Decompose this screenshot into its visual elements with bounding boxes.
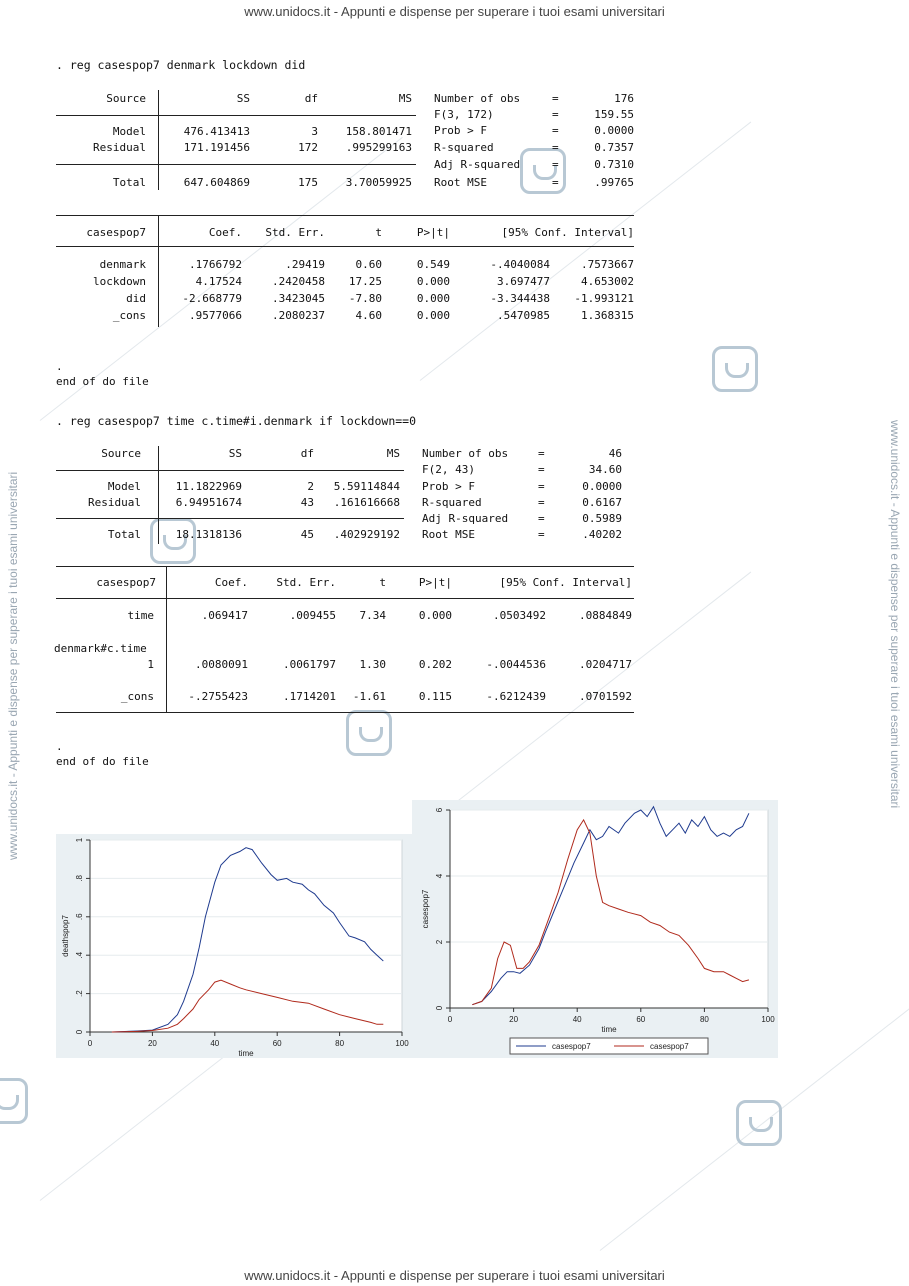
reg1-anova-ms: .995299163 bbox=[345, 141, 412, 154]
x-tick-label: 80 bbox=[335, 1039, 345, 1048]
coef-row-value: 0.60 bbox=[355, 258, 382, 271]
watermark-top-text: www.unidocs.it - Appunti e dispense per superare i tuoi esami universitari bbox=[244, 4, 665, 19]
reg2-stat-eq: = bbox=[538, 496, 545, 509]
coef-row-value: .0884849 bbox=[579, 609, 632, 622]
unidocs-logo-icon bbox=[346, 710, 392, 756]
reg2-coef-header-p: P>|t| bbox=[418, 576, 452, 589]
watermark-bottom-text: www.unidocs.it - Appunti e dispense per superare i tuoi esami universitari bbox=[244, 1268, 665, 1283]
coef-row-value: .0503492 bbox=[493, 609, 546, 622]
reg2-coef-header-ci: [95% Conf. Interval] bbox=[499, 576, 632, 589]
coef-row-variable: lockdown bbox=[93, 275, 146, 288]
coef-row-value: -1.993121 bbox=[574, 292, 634, 305]
reg1-coef-rule-top bbox=[56, 215, 634, 216]
reg1-coef-header-ci: [95% Conf. Interval] bbox=[501, 226, 634, 239]
reg1-stat-eq: = bbox=[552, 141, 559, 154]
reg1-stat-label: F(3, 172) bbox=[434, 108, 494, 121]
coef-row-variable: 1 bbox=[147, 658, 154, 671]
legend-label: casespop7 bbox=[650, 1042, 689, 1051]
x-tick-label: 80 bbox=[699, 1015, 709, 1024]
reg2-stat-value: .40202 bbox=[582, 528, 622, 541]
x-axis-label: time bbox=[601, 1025, 617, 1034]
reg1-anova-header-ss: SS bbox=[236, 92, 250, 105]
reg2-stat-eq: = bbox=[538, 512, 545, 525]
coef-row-value: .3423045 bbox=[272, 292, 325, 305]
coef-row-value: .0701592 bbox=[579, 690, 632, 703]
reg1-stat-value: 0.0000 bbox=[594, 124, 634, 137]
reg1-anova-ss: 476.413413 bbox=[183, 125, 250, 138]
x-tick-label: 40 bbox=[572, 1015, 582, 1024]
y-tick-label: .4 bbox=[75, 951, 84, 959]
coef-row-variable: denmark bbox=[99, 258, 146, 271]
reg2-command: . reg casespop7 time c.time#i.denmark if lockdown==0 bbox=[56, 414, 417, 428]
y-tick-label: 4 bbox=[435, 873, 444, 879]
reg2-stat-value: 0.6167 bbox=[582, 496, 622, 509]
reg2-stat-label: R-squared bbox=[422, 496, 482, 509]
reg1-anova-ss: 647.604869 bbox=[183, 176, 250, 189]
x-tick-label: 100 bbox=[761, 1015, 775, 1024]
coef-row-value: 0.000 bbox=[416, 292, 450, 305]
coef-row-value: -2.668779 bbox=[182, 292, 242, 305]
reg2-stat-label: Root MSE bbox=[422, 528, 475, 541]
unidocs-logo-icon bbox=[0, 1078, 28, 1124]
coef-row-value: .5470985 bbox=[497, 309, 550, 322]
reg1-dot: . bbox=[56, 360, 63, 373]
reg2-anova-header-df: df bbox=[300, 447, 314, 460]
reg1-anova-ms: 3.70059925 bbox=[345, 176, 412, 189]
x-tick-label: 20 bbox=[147, 1039, 157, 1048]
reg2-anova-header-ms: MS bbox=[386, 447, 400, 460]
reg2-anova-source: Residual bbox=[88, 496, 141, 509]
x-axis-label: time bbox=[238, 1049, 254, 1058]
coef-row-value: -.0044536 bbox=[486, 658, 546, 671]
reg1-stat-eq: = bbox=[552, 176, 559, 189]
coef-row-value: 7.34 bbox=[359, 609, 386, 622]
coef-row-value: .0061797 bbox=[283, 658, 336, 671]
reg2-anova-header-ss: SS bbox=[228, 447, 242, 460]
coef-row-value: 0.115 bbox=[418, 690, 452, 703]
reg2-stat-eq: = bbox=[538, 447, 545, 460]
reg2-anova-rule-top bbox=[56, 470, 404, 471]
x-tick-label: 20 bbox=[509, 1015, 519, 1024]
reg1-coef-header-coef: Coef. bbox=[208, 226, 242, 239]
reg1-anova-ss: 171.191456 bbox=[183, 141, 250, 154]
x-tick-label: 60 bbox=[272, 1039, 282, 1048]
coef-row-value: 4.60 bbox=[355, 309, 382, 322]
reg1-stat-label: Prob > F bbox=[434, 124, 487, 137]
plot-area bbox=[90, 840, 402, 1032]
reg1-stat-eq: = bbox=[552, 158, 559, 171]
coef-row-value: -1.61 bbox=[352, 690, 386, 703]
coef-row-variable: denmark#c.time bbox=[54, 642, 147, 655]
coef-row-value: -7.80 bbox=[348, 292, 382, 305]
y-tick-label: .8 bbox=[75, 875, 84, 882]
reg1-anova-source: Model bbox=[112, 125, 146, 138]
coef-row-value: 17.25 bbox=[348, 275, 382, 288]
reg1-anova-ms: 158.801471 bbox=[345, 125, 412, 138]
y-tick-label: .2 bbox=[75, 990, 84, 997]
reg2-stat-label: Number of obs bbox=[422, 447, 509, 460]
reg2-coef-rule-head bbox=[56, 598, 634, 599]
coef-row-variable: did bbox=[126, 292, 146, 305]
reg2-coef-rule-bottom bbox=[56, 712, 634, 713]
reg2-stat-eq: = bbox=[538, 480, 545, 493]
reg1-anova-divider bbox=[158, 90, 159, 190]
coef-row-value: .009455 bbox=[289, 609, 336, 622]
reg1-anova-source: Total bbox=[112, 176, 146, 189]
reg2-stat-value: 46 bbox=[608, 447, 622, 460]
reg2-coef-rule-top bbox=[56, 566, 634, 567]
reg2-anova-source: Total bbox=[107, 528, 141, 541]
coef-row-value: 4.17524 bbox=[195, 275, 242, 288]
coef-row-value: .9577066 bbox=[189, 309, 242, 322]
y-tick-label: 0 bbox=[75, 1029, 84, 1035]
reg1-anova-rule-top bbox=[56, 115, 416, 116]
y-tick-label: 1 bbox=[75, 837, 84, 843]
reg2-anova-ms: 5.59114844 bbox=[333, 480, 400, 493]
x-tick-label: 0 bbox=[447, 1015, 453, 1024]
legend-label: casespop7 bbox=[552, 1042, 591, 1051]
reg1-command: . reg casespop7 denmark lockdown did bbox=[56, 58, 306, 72]
unidocs-logo-icon bbox=[712, 346, 758, 392]
reg2-coef-divider bbox=[166, 566, 167, 712]
reg1-stat-eq: = bbox=[552, 124, 559, 137]
coef-row-value: 3.697477 bbox=[497, 275, 550, 288]
reg2-anova-ss: 6.94951674 bbox=[175, 496, 242, 509]
reg1-anova-df: 3 bbox=[311, 125, 318, 138]
reg2-coef-header-t: t bbox=[379, 576, 386, 589]
reg2-stat-value: 0.0000 bbox=[582, 480, 622, 493]
reg2-anova-source: Model bbox=[107, 480, 141, 493]
deathspop7-chart bbox=[56, 834, 412, 1058]
reg1-end-text: end of do file bbox=[56, 375, 149, 388]
reg2-stat-eq: = bbox=[538, 463, 545, 476]
reg1-stat-label: R-squared bbox=[434, 141, 494, 154]
reg2-anova-ss: 18.1318136 bbox=[175, 528, 242, 541]
reg1-coef-header-var: casespop7 bbox=[86, 226, 146, 239]
reg1-stat-label: Root MSE bbox=[434, 176, 487, 189]
reg1-anova-header-ms: MS bbox=[398, 92, 412, 105]
coef-row-value: 0.202 bbox=[418, 658, 452, 671]
y-axis-label: deathspop7 bbox=[61, 915, 70, 957]
coef-row-value: .2080237 bbox=[272, 309, 325, 322]
reg2-coef-header-var: casespop7 bbox=[96, 576, 156, 589]
reg2-anova-ms: .402929192 bbox=[333, 528, 400, 541]
unidocs-logo-icon bbox=[520, 148, 566, 194]
reg1-stat-value: .99765 bbox=[594, 176, 634, 189]
reg1-stat-value: 176 bbox=[614, 92, 634, 105]
reg1-coef-rule-head bbox=[56, 246, 634, 247]
reg1-stat-value: 159.55 bbox=[594, 108, 634, 121]
reg1-stat-label: Number of obs bbox=[434, 92, 521, 105]
reg2-coef-header-se: Std. Err. bbox=[276, 576, 336, 589]
reg2-anova-df: 43 bbox=[300, 496, 314, 509]
coef-row-value: .2420458 bbox=[272, 275, 325, 288]
coef-row-variable: time bbox=[127, 609, 154, 622]
x-tick-label: 60 bbox=[636, 1015, 646, 1024]
reg2-coef-header-coef: Coef. bbox=[214, 576, 248, 589]
coef-row-value: .1714201 bbox=[283, 690, 336, 703]
coef-row-value: -.6212439 bbox=[486, 690, 546, 703]
reg1-stat-value: 0.7357 bbox=[594, 141, 634, 154]
coef-row-value: .069417 bbox=[201, 609, 248, 622]
reg2-stat-label: Prob > F bbox=[422, 480, 475, 493]
coef-row-value: .0204717 bbox=[579, 658, 632, 671]
coef-row-value: -.4040084 bbox=[490, 258, 550, 271]
reg1-stat-eq: = bbox=[552, 108, 559, 121]
reg2-stat-value: 0.5989 bbox=[582, 512, 622, 525]
coef-row-value: 0.549 bbox=[416, 258, 450, 271]
coef-row-value: .1766792 bbox=[189, 258, 242, 271]
watermark-left: www.unidocs.it - Appunti e dispense per superare i tuoi esami universitari bbox=[6, 471, 20, 860]
reg2-anova-rule-mid bbox=[56, 518, 404, 519]
coef-row-variable: _cons bbox=[120, 690, 154, 703]
coef-row-value: .29419 bbox=[285, 258, 325, 271]
coef-row-value: .7573667 bbox=[581, 258, 634, 271]
x-tick-label: 0 bbox=[87, 1039, 93, 1048]
reg2-end-text: end of do file bbox=[56, 755, 149, 768]
coef-row-value: 0.000 bbox=[416, 275, 450, 288]
reg2-stat-value: 34.60 bbox=[588, 463, 622, 476]
reg2-anova-header-source: Source bbox=[101, 447, 141, 460]
coef-row-value: .0080091 bbox=[195, 658, 248, 671]
coef-row-value: -3.344438 bbox=[490, 292, 550, 305]
reg2-anova-ms: .161616668 bbox=[333, 496, 400, 509]
reg1-coef-divider bbox=[158, 215, 159, 327]
coef-row-value: 1.30 bbox=[359, 658, 386, 671]
x-tick-label: 100 bbox=[395, 1039, 409, 1048]
watermark-top bbox=[0, 4, 909, 19]
reg1-coef-header-se: Std. Err. bbox=[265, 226, 325, 239]
coef-row-variable: _cons bbox=[112, 309, 146, 322]
reg2-dot: . bbox=[56, 740, 63, 753]
reg2-anova-ss: 11.1822969 bbox=[175, 480, 242, 493]
reg1-stat-eq: = bbox=[552, 92, 559, 105]
reg1-stat-label: Adj R-squared bbox=[434, 158, 521, 171]
reg1-coef-header-t: t bbox=[375, 226, 382, 239]
reg1-stat-value: 0.7310 bbox=[594, 158, 634, 171]
reg1-anova-source: Residual bbox=[93, 141, 146, 154]
plot-area bbox=[450, 810, 768, 1008]
coef-row-value: 1.368315 bbox=[581, 309, 634, 322]
y-tick-label: 2 bbox=[435, 939, 444, 945]
reg1-coef-header-p: P>|t| bbox=[416, 226, 450, 239]
unidocs-logo-icon bbox=[736, 1100, 782, 1146]
unidocs-logo-icon bbox=[150, 518, 196, 564]
reg1-anova-df: 175 bbox=[298, 176, 318, 189]
reg2-stat-label: F(2, 43) bbox=[422, 463, 475, 476]
reg2-stat-eq: = bbox=[538, 528, 545, 541]
watermark-bottom bbox=[0, 1268, 909, 1283]
watermark-right: www.unidocs.it - Appunti e dispense per superare i tuoi esami universitari bbox=[888, 420, 902, 809]
reg1-anova-df: 172 bbox=[298, 141, 318, 154]
coef-row-value: 4.653002 bbox=[581, 275, 634, 288]
reg1-anova-header-source: Source bbox=[106, 92, 146, 105]
reg2-stat-label: Adj R-squared bbox=[422, 512, 509, 525]
y-tick-label: 6 bbox=[435, 807, 444, 813]
reg1-anova-rule-mid bbox=[56, 164, 416, 165]
y-tick-label: .6 bbox=[75, 913, 84, 921]
coef-row-value: -.2755423 bbox=[188, 690, 248, 703]
coef-row-value: 0.000 bbox=[418, 609, 452, 622]
x-tick-label: 40 bbox=[210, 1039, 220, 1048]
y-tick-label: 0 bbox=[435, 1005, 444, 1011]
reg2-anova-divider bbox=[158, 446, 159, 544]
casespop7-chart bbox=[412, 800, 778, 1058]
reg2-anova-df: 2 bbox=[307, 480, 314, 493]
coef-row-value: 0.000 bbox=[416, 309, 450, 322]
y-axis-label: casespop7 bbox=[421, 889, 430, 929]
reg2-anova-df: 45 bbox=[300, 528, 314, 541]
reg1-anova-header-df: df bbox=[304, 92, 318, 105]
